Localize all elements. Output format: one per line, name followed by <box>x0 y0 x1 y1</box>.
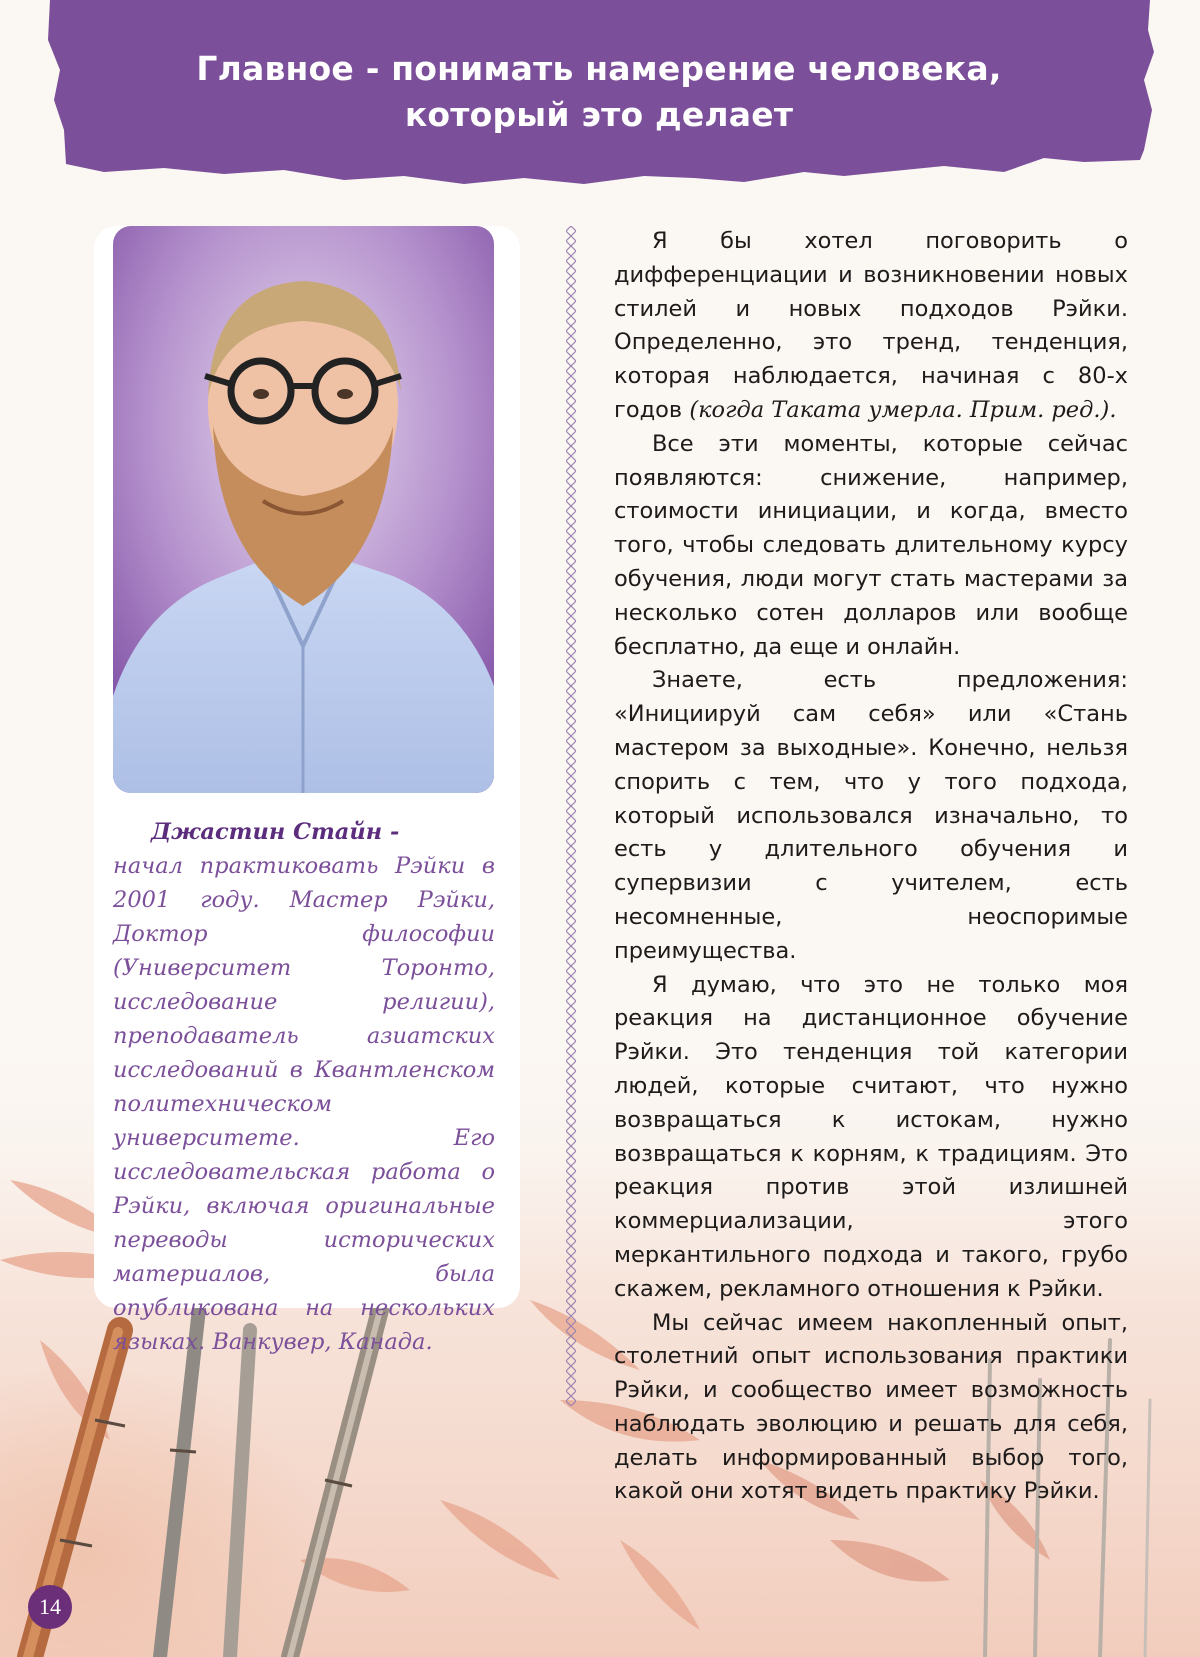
title-line-1: Главное - понимать намерение человека, <box>196 49 1002 88</box>
author-portrait <box>113 226 494 793</box>
article-paragraph-1-text: Я бы хотел поговорить о дифференциации и возникновении новых стилей и новых подходов Рэйки. Определенно, это тренд, тенденция, которая наблюдается, начиная с 80-х годов <box>614 228 1128 423</box>
editor-note: (когда Таката умерла. Прим. ред.). <box>689 396 1117 423</box>
article-paragraph-4: Я думаю, что это не только моя реакция на дистанционное обучение Рэйки. Это тенденция той категории людей, которые считают, что нужно возвращаться к истокам, нужно возвращаться к корням, к традициям. Это реакция против этой излишней коммерциализации, этого меркантильного подхода и такого, грубо скажем, рекламного отношения к Рэйки. <box>614 971 1128 1302</box>
title-line-2: который это делает <box>404 95 794 134</box>
author-bio <box>113 815 495 1359</box>
author-bio-text: начал практиковать Рэйки в 2001 году. Мастер Рэйки, Доктор философии (Университет Торонто, исследование религии), преподаватель азиатских исследований в Квантленском политехническом университете. Его исследовательская работа о Рэйки, включая оригинальные переводы исторических материалов, была опубликована на нескольких языках. Ванкувер, Канада. <box>113 853 495 1355</box>
page-title <box>44 46 1154 138</box>
article-paragraph-3: Знаете, есть предложения: «Инициируй сам себя» или «Стань мастером за выходные». Конечно, нельзя спорить с тем, что у того подхода, который использовался изначально, то есть у длительного обучения и супервизии с учителем, есть несомненные, неоспоримые преимущества. <box>614 667 1128 964</box>
article-paragraph-1 <box>614 225 1128 428</box>
article-body <box>614 225 1128 1509</box>
article-paragraph-5: Мы сейчас имеем накопленный опыт, столетний опыт использования практики Рэйки, и сообщество имеет возможность наблюдать эволюцию и решать для себя, делать информированный выбор того, какой они хотят видеть практику Рэйки. <box>614 1309 1128 1505</box>
article-paragraph-2: Все эти моменты, которые сейчас появляются: снижение, например, стоимости инициации, и когда, вместо того, чтобы следовать длительному курсу обучения, люди могут стать мастерами за несколько сотен долларов или вообще бесплатно, да еще и онлайн. <box>614 430 1128 660</box>
column-divider <box>566 226 576 1406</box>
page-number-badge: 14 <box>28 1585 72 1629</box>
author-name: Джастин Стайн - <box>151 819 400 845</box>
